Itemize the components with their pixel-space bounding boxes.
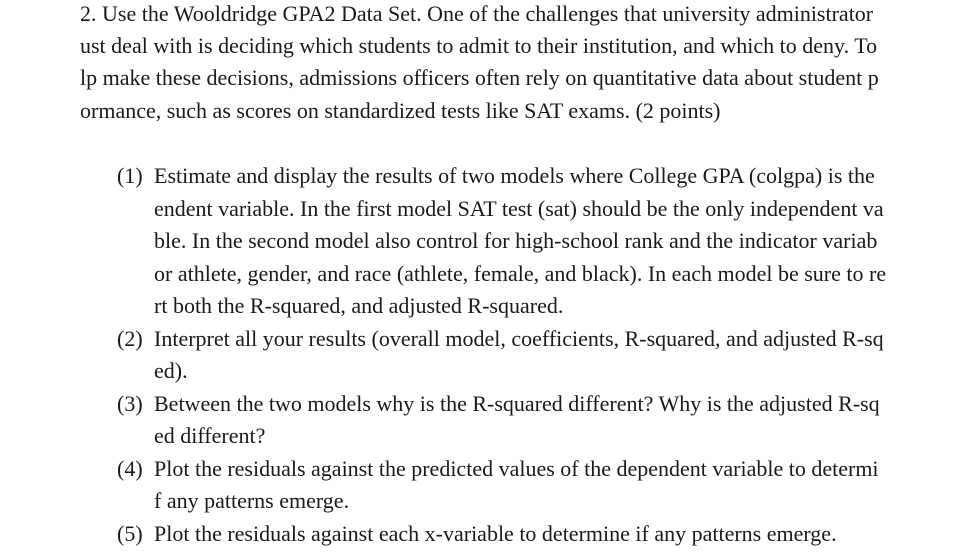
item-line: rt both the R-squared, and adjusted R-squared.: [154, 293, 564, 318]
intro-line: ormance, such as scores on standardized tests like SAT exams. (2 points): [80, 98, 721, 123]
item-line: ble. In the second model also control for high-school rank and the indicator variab: [154, 228, 878, 253]
item-line: ed).: [154, 358, 188, 383]
intro-line: ust deal with is deciding which students to admit to their institution, and which to deny. To: [80, 33, 878, 58]
item-line: endent variable. In the first model SAT test (sat) should be the only independent va: [154, 196, 884, 221]
item-line: Between the two models why is the R-squared different? Why is the adjusted R-sq: [154, 391, 880, 416]
item-number: (1): [117, 163, 143, 188]
item-line: or athlete, gender, and race (athlete, female, and black). In each model be sure to re: [154, 261, 887, 286]
item-line: Plot the residuals against each x-variable to determine if any patterns emerge.: [154, 521, 837, 546]
item-number: (5): [117, 521, 143, 546]
item-line: f any patterns emerge.: [154, 488, 350, 513]
item-number: (2): [117, 326, 143, 351]
item-line: Estimate and display the results of two models where College GPA (colgpa) is the: [154, 163, 875, 188]
item-line: Plot the residuals against the predicted values of the dependent variable to determi: [154, 456, 879, 481]
item-line: ed different?: [154, 423, 266, 448]
item-number: (3): [117, 391, 143, 416]
item-number: (4): [117, 456, 143, 481]
intro-line: lp make these decisions, admissions officers often rely on quantitative data about student p: [80, 65, 879, 90]
item-line: Interpret all your results (overall model, coefficients, R-squared, and adjusted R-sq: [154, 326, 884, 351]
intro-line: 2. Use the Wooldridge GPA2 Data Set. One of the challenges that university administrator: [80, 1, 874, 26]
